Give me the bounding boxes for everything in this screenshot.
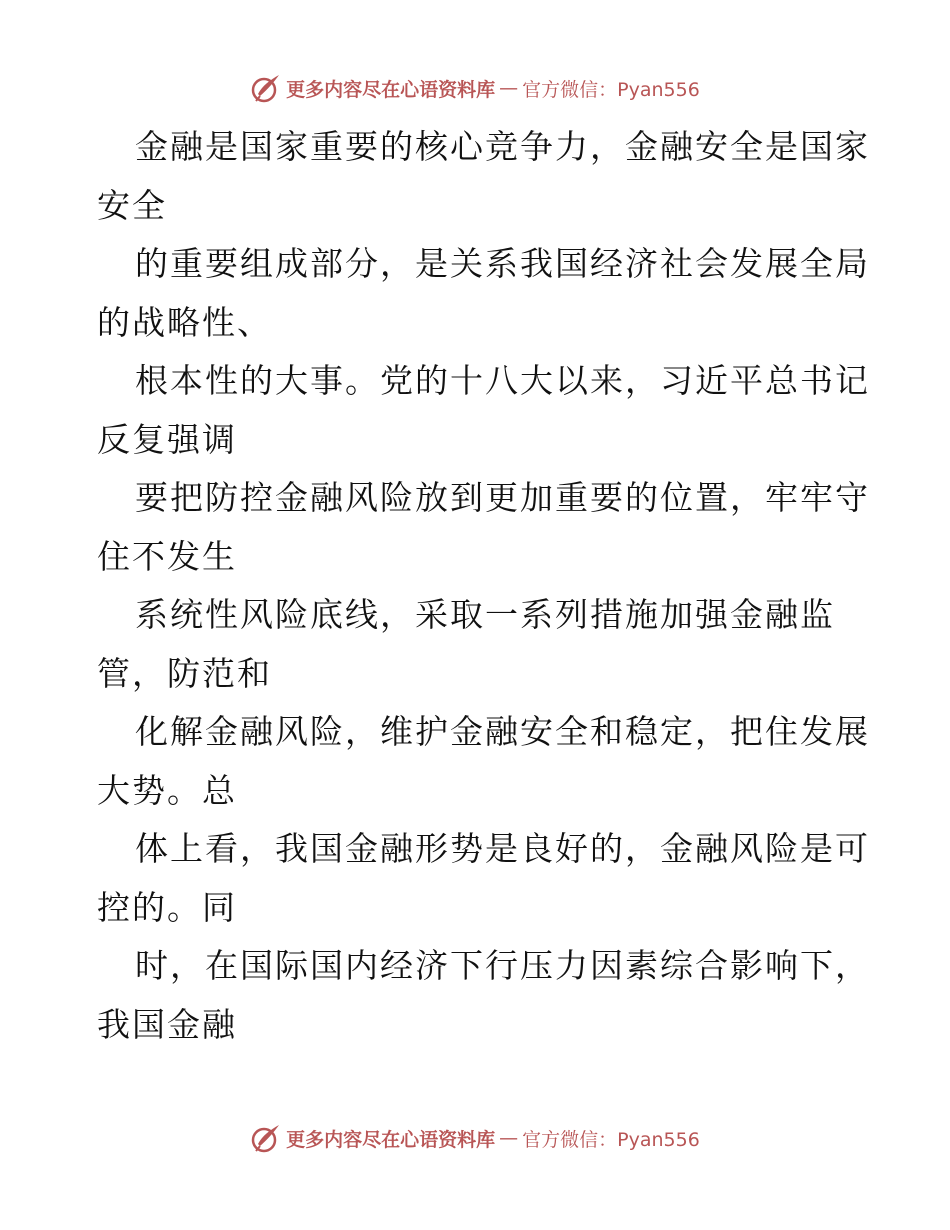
text-line: 管，防范和 xyxy=(97,653,272,693)
text-line: 住不发生 xyxy=(97,536,237,576)
text-line: 安全 xyxy=(97,185,167,225)
watermark-wechat-text: 官方微信：Pyan556 xyxy=(522,1128,700,1151)
text-line: 反复强调 xyxy=(97,419,237,459)
text-line: 系统性风险底线，采取一系列措施加强金融监 xyxy=(135,595,835,634)
text-line: 控的。同 xyxy=(97,887,237,927)
quill-logo-icon xyxy=(250,1122,282,1154)
text-line: 要把防控金融风险放到更加重要的位置，牢牢守 xyxy=(135,478,870,517)
watermark-site-text: 更多内容尽在心语资料库 xyxy=(286,1128,496,1151)
text-line: 的重要组成部分，是关系我国经济社会发展全局 xyxy=(135,244,870,283)
watermark-site-text: 更多内容尽在心语资料库 xyxy=(286,78,496,101)
watermark-wechat-text: 官方微信：Pyan556 xyxy=(522,78,700,101)
text-line: 体上看，我国金融形势是良好的，金融风险是可 xyxy=(135,829,870,868)
text-line: 根本性的大事。党的十八大以来，习近平总书记 xyxy=(135,361,870,400)
document-body xyxy=(97,118,870,1054)
header-watermark xyxy=(0,72,950,104)
text-line: 时，在国际国内经济下行压力因素综合影响下， xyxy=(135,946,870,985)
text-line: 我国金融 xyxy=(97,1004,237,1044)
text-line: 金融是国家重要的核心竞争力，金融安全是国家 xyxy=(135,127,870,166)
quill-logo-icon xyxy=(250,72,282,104)
text-line: 的战略性、 xyxy=(97,302,272,342)
footer-watermark xyxy=(0,1122,950,1154)
text-line: 大势。总 xyxy=(97,770,237,810)
watermark-separator: — xyxy=(499,77,519,99)
watermark-separator: — xyxy=(499,1127,519,1149)
text-line: 化解金融风险，维护金融安全和稳定，把住发展 xyxy=(135,712,870,751)
